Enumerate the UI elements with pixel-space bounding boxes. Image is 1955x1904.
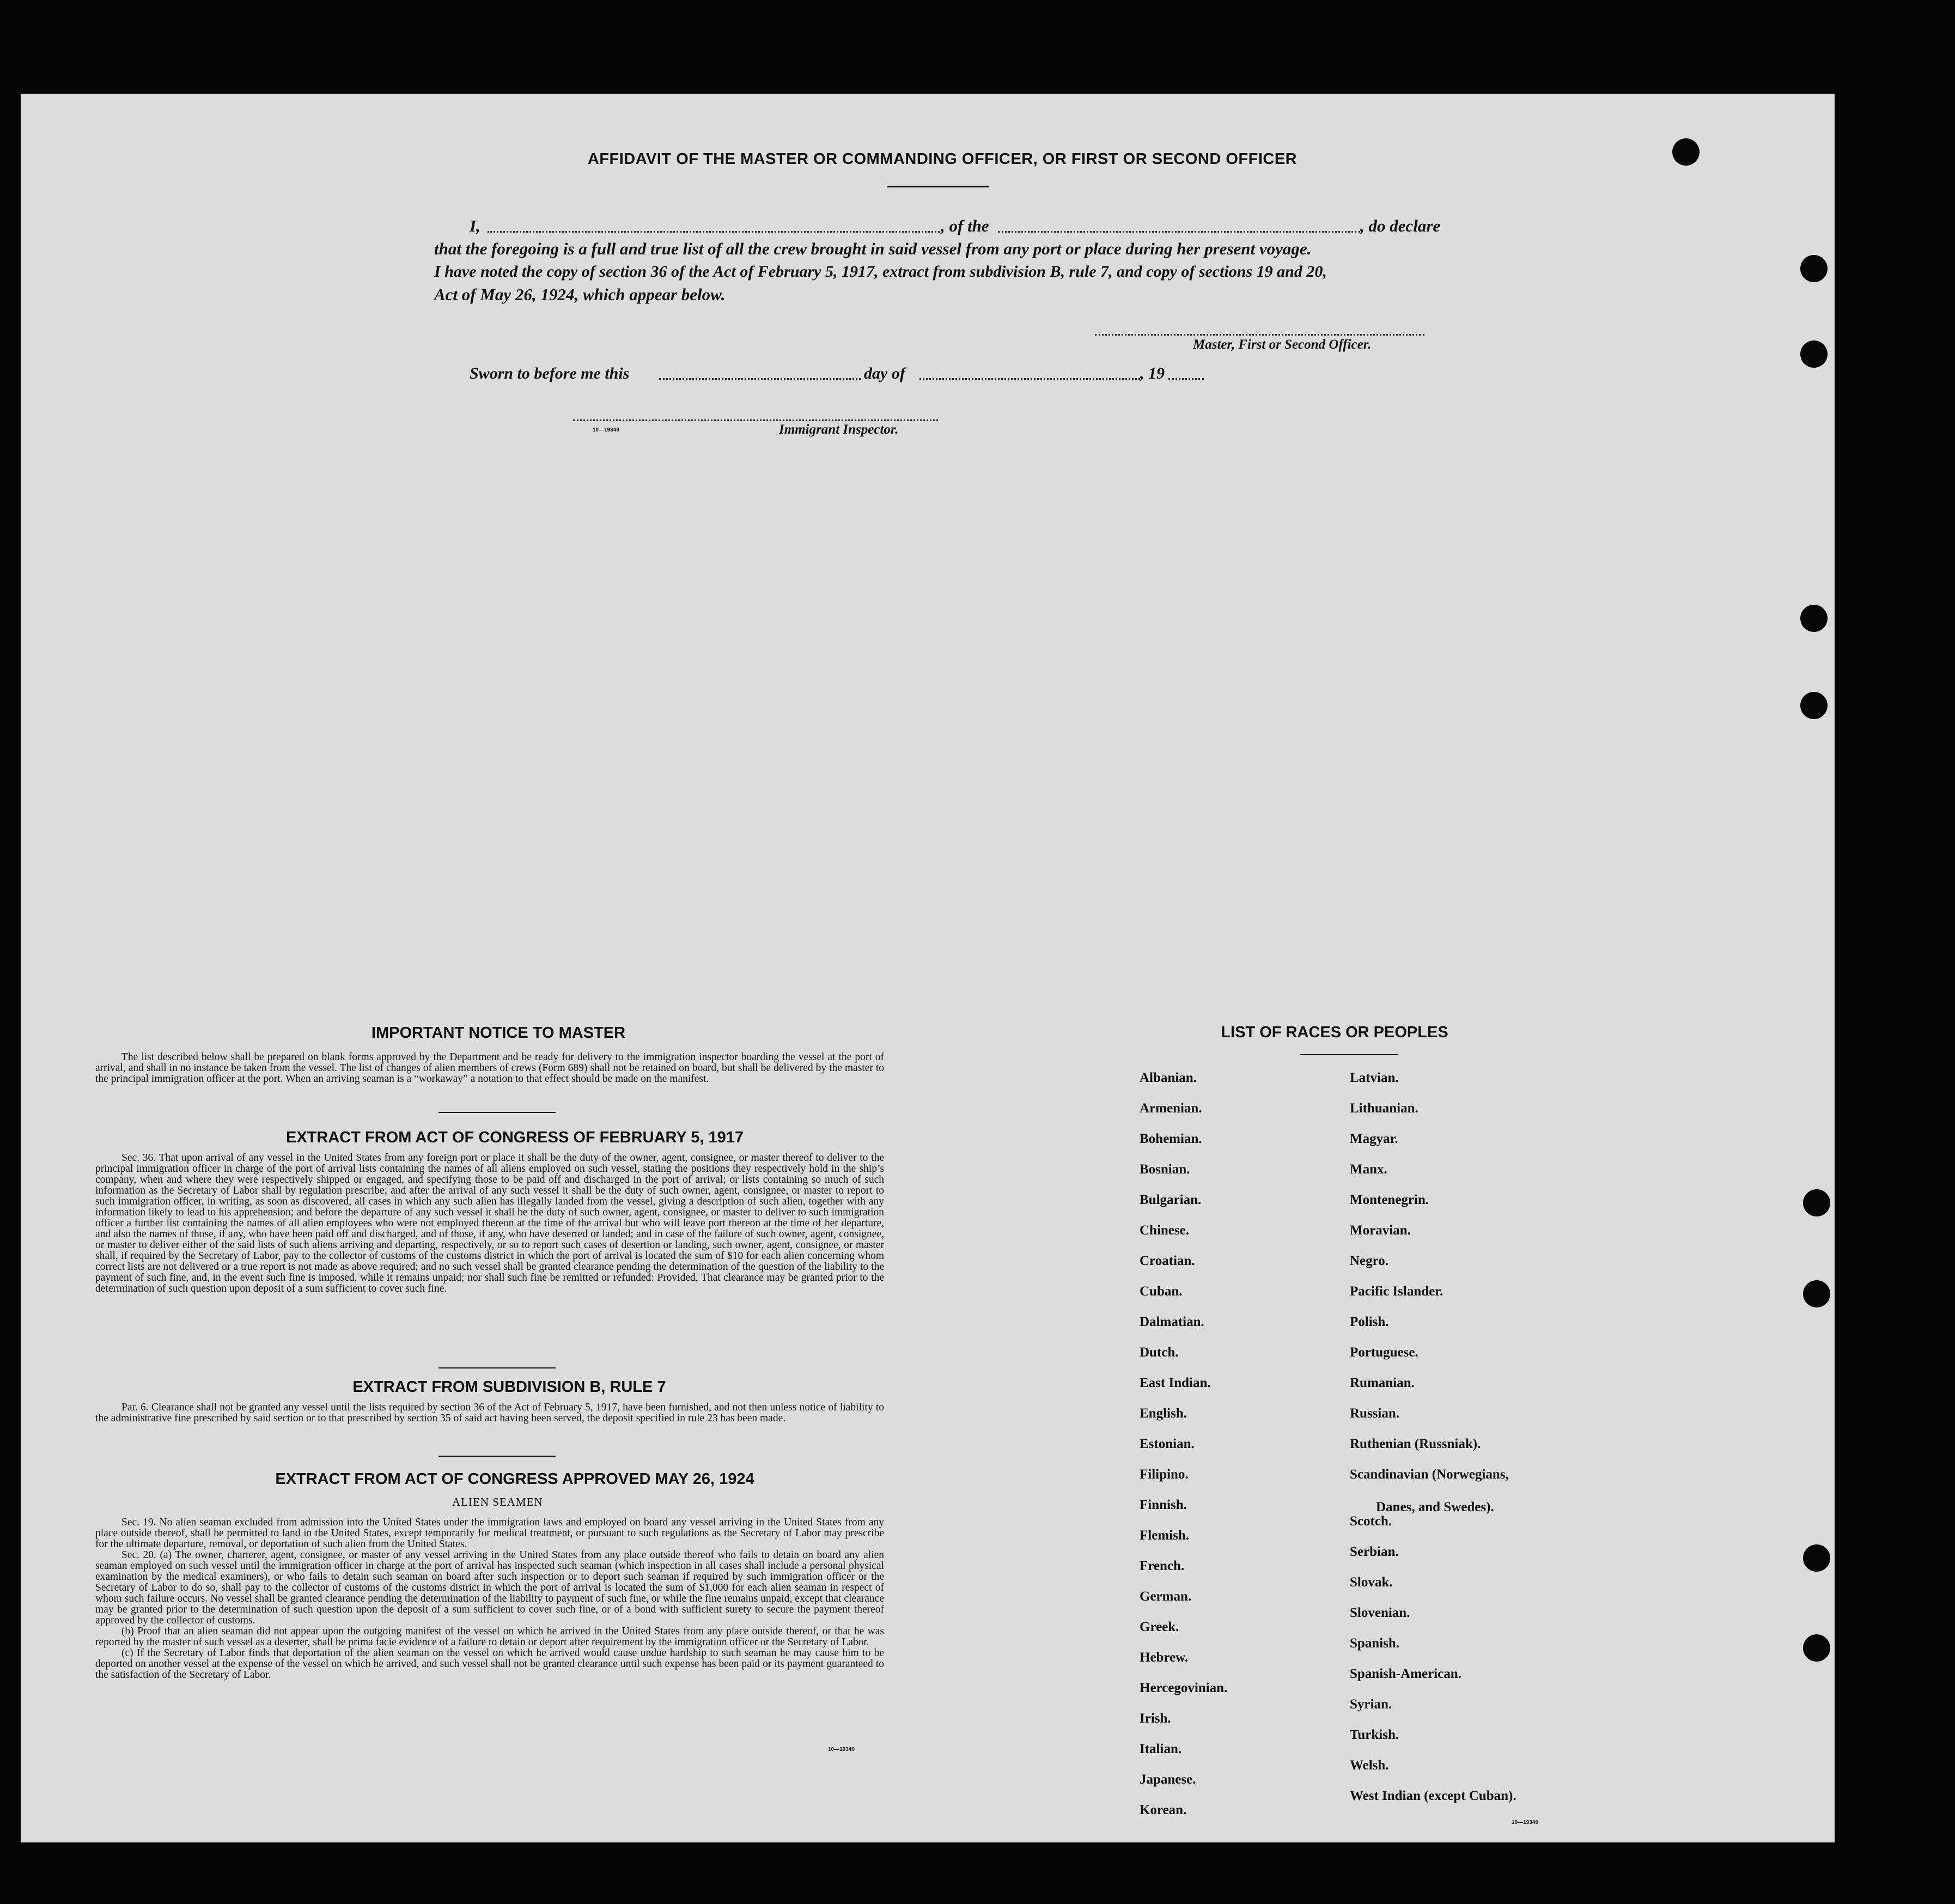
race-item: Latvian. xyxy=(1350,1070,1399,1085)
punch-hole xyxy=(1803,1280,1830,1307)
declaration-line-4: Act of May 26, 1924, which appear below. xyxy=(434,285,726,304)
punch-hole xyxy=(1803,1634,1830,1662)
title-divider xyxy=(887,186,989,187)
race-item: Spanish-American. xyxy=(1350,1666,1461,1681)
notice-text xyxy=(95,1052,884,1085)
race-item: Filipino. xyxy=(1140,1467,1189,1482)
race-item: Estonian. xyxy=(1140,1437,1195,1451)
punch-hole xyxy=(1672,138,1700,166)
race-item: Japanese. xyxy=(1140,1772,1196,1787)
race-item: Dutch. xyxy=(1140,1345,1179,1360)
section-36-paragraph: Sec. 36. That upon arrival of any vessel in the United States from any foreign port or place it shall be the duty of the owner, agent, consignee, or master thereof to deliver to the principal immigration officer in charge of the port of arrival lists containing the names of all aliens employed on such vessel, stating the positions they respectively hold in the ship’s company, when and where they were respectively shipped or engaged, and specifying those to be paid off and discharged in the port of arrival; or lists containing so much of such information as the Secretary of Labor shall by regulation prescribe; and after the arrival of any such vessel it shall be the duty of such owner, agent, consignee, or master to report to such immigration officer, in writing, as soon as discovered, all cases in which any such alien has illegally landed from the vessel, giving a description of such alien, together with any information likely to lead to his apprehension; and before the departure of any such vessel it shall be the duty of such owner, agent, consignee, or master to deliver to such immigration officer a further list containing the names of all alien employees who were not employed thereon at the time of the arrival but who will leave port thereon at the time of her departure, and also the names of those, if any, who have been paid off and discharged, and of those, if any, who have deserted or landed; and in case of the failure of such owner, agent, consignee, or master to deliver either of the said lists of such aliens arriving and departing, respectively, or so to report such cases of desertion or landing, such owner, agent, consignee, or master shall, if required by the Secretary of Labor, pay to the collector of customs of the customs district in which the port of arrival is located the sum of $10 for each alien concerning whom correct lists are not delivered or a true report is not made as above required; and no such vessel shall be granted clearance pending the determination of the question of the liability to the payment of such fine, and, in the event such fine is imposed, while it remains unpaid; nor shall such fine be remitted or refunded: Provided, That clearance may be granted prior to the determination of such question upon deposit of a sum sufficient to cover such fine. xyxy=(95,1152,884,1294)
notice-paragraph: The list described below shall be prepared on blank forms approved by the Department and be ready for delivery to the immigration inspector boarding the vessel at the port of arrival, and shall in no instance be taken from the vessel. The list of changes of alien members of crews (Form 689) shall not be retained on board, but shall be delivered by the master to the principal immigration officer at the port. When an arriving seaman is a “workaway” a notation to that effect should be made on the manifest. xyxy=(95,1051,884,1085)
rule-7-text xyxy=(95,1402,884,1424)
sworn-label: Sworn to before me this xyxy=(470,364,630,382)
punch-hole xyxy=(1803,1189,1830,1216)
declaration-do-declare: , do declare xyxy=(1360,216,1441,235)
section-divider xyxy=(438,1112,556,1113)
race-item: Italian. xyxy=(1140,1742,1182,1756)
par-6-paragraph: Par. 6. Clearance shall not be granted any vessel until the lists required by section 36 of the Act of February 5, 1917, have been furnished, and not then unless notice of liability to the administrative fine prescribed by said section or to that prescribed by section 35 of said act having been served, the deposit specified in rule 23 has been made. xyxy=(95,1402,884,1424)
section-20a-paragraph: Sec. 20. (a) The owner, charterer, agent, consignee, or master of any vessel arriving in the United States from any place outside thereof who fails to detain on board any alien seaman employed on such vessel until the immigration officer in charge at the port of arrival has inspected such seaman (which inspection in all cases shall include a personal physical examination by the medical examiners), or who fails to detain such seaman on board after such inspection or to deport such seaman if required by such immigration officer or the Secretary of Labor to do so, shall pay to the collector of customs of the customs district in which the port of arrival is located the sum of $1,000 for each alien seaman in respect of whom such failure occurs. No vessel shall be granted clearance pending the determination of the liability to payment of such fine, or while the fine remains unpaid, except that clearance may be granted prior to the determination of such question upon the deposit of a sum sufficient to cover such fine, or of a bond with sufficient surety to secure the payment thereof approved by the collector of customs. xyxy=(95,1549,884,1626)
race-item: Montenegrin. xyxy=(1350,1193,1429,1207)
declaration-i: I, xyxy=(470,216,480,235)
races-title: LIST OF RACES OR PEOPLES xyxy=(1221,1024,1448,1041)
race-item: Russian. xyxy=(1350,1406,1400,1421)
extract-1917-title: EXTRACT FROM ACT OF CONGRESS OF FEBRUARY 5, 1917 xyxy=(285,1129,744,1146)
race-item: Turkish. xyxy=(1350,1727,1399,1742)
race-item: Slovenian. xyxy=(1350,1605,1410,1620)
vessel-field[interactable] xyxy=(998,231,1360,233)
race-item: Bulgarian. xyxy=(1140,1193,1202,1207)
affidavit-title: AFFIDAVIT OF THE MASTER OR COMMANDING OFFICER, OR FIRST OR SECOND OFFICER xyxy=(587,150,1298,168)
notice-title: IMPORTANT NOTICE TO MASTER xyxy=(371,1024,626,1042)
section-20b-paragraph: (b) Proof that an alien seaman did not appear upon the outgoing manifest of the vessel on which he arrived in the United States from any place outside thereof, or that he was reported by the master of such vessel as a deserter, shall be prima facie evidence of a failure to detain or deport after requirement by the immigration officer or the Secretary of Labor. xyxy=(95,1626,884,1648)
race-item: Armenian. xyxy=(1140,1101,1202,1116)
race-item: Danes, and Swedes). xyxy=(1376,1500,1494,1514)
race-item: Magyar. xyxy=(1350,1132,1398,1146)
race-item: Flemish. xyxy=(1140,1528,1189,1543)
punch-hole xyxy=(1800,340,1828,368)
race-item: German. xyxy=(1140,1589,1192,1604)
rule-7-title: EXTRACT FROM SUBDIVISION B, RULE 7 xyxy=(352,1378,666,1396)
race-item: Albanian. xyxy=(1140,1070,1197,1085)
punch-hole xyxy=(1800,692,1828,719)
race-item: Irish. xyxy=(1140,1711,1171,1726)
punch-hole xyxy=(1800,255,1828,282)
section-divider xyxy=(438,1456,556,1457)
name-field[interactable] xyxy=(488,231,940,233)
master-signature-field[interactable] xyxy=(1095,334,1424,336)
race-item: Scotch. xyxy=(1350,1514,1392,1529)
declaration-line-2: that the foregoing is a full and true list of all the crew brought in said vessel from any port or place during her present voyage. xyxy=(434,239,1312,258)
race-item: Scandinavian (Norwegians, xyxy=(1350,1467,1509,1482)
race-item: Polish. xyxy=(1350,1315,1389,1329)
inspector-signature-field[interactable] xyxy=(573,419,938,421)
form-number: 10—19349 xyxy=(593,427,619,433)
race-item: Rumanian. xyxy=(1350,1376,1415,1390)
race-item: West Indian (except Cuban). xyxy=(1350,1789,1517,1803)
race-item: Bohemian. xyxy=(1140,1132,1202,1146)
race-item: Finnish. xyxy=(1140,1498,1187,1512)
race-item: Welsh. xyxy=(1350,1758,1389,1773)
section-20c-paragraph: (c) If the Secretary of Labor finds that deportation of the alien seaman on the vessel on which he arrived would cause undue hardship to such seaman he may cause him to be deported on another vessel at the expense of the vessel on which he arrived, and such vessel shall not be granted clearance until such expense has been paid or its payment guaranteed to the satisfaction of the Secretary of Labor. xyxy=(95,1647,884,1681)
extract-1924-text xyxy=(95,1517,884,1681)
declaration-of-the: , of the xyxy=(941,216,989,235)
race-item: Dalmatian. xyxy=(1140,1315,1204,1329)
race-item: East Indian. xyxy=(1140,1376,1211,1390)
race-item: Spanish. xyxy=(1350,1636,1400,1651)
race-item: Negro. xyxy=(1350,1254,1389,1268)
race-item: French. xyxy=(1140,1559,1185,1573)
master-signature-label: Master, First or Second Officer. xyxy=(1193,337,1372,352)
declaration-line-3: I have noted the copy of section 36 of the Act of February 5, 1917, extract from subdivision B, rule 7, and copy of sections 19 and 20, xyxy=(434,263,1327,281)
sworn-day-field[interactable] xyxy=(659,378,861,380)
race-item: Hebrew. xyxy=(1140,1650,1189,1665)
race-item: Chinese. xyxy=(1140,1223,1189,1238)
form-number: 10—19349 xyxy=(1512,1820,1538,1826)
race-item: Ruthenian (Russniak). xyxy=(1350,1437,1481,1451)
inspector-label: Immigrant Inspector. xyxy=(779,422,899,437)
race-item: Syrian. xyxy=(1350,1697,1392,1712)
extract-1917-text xyxy=(95,1153,884,1294)
race-item: Lithuanian. xyxy=(1350,1101,1418,1116)
race-item: Manx. xyxy=(1350,1162,1387,1177)
month-field[interactable] xyxy=(919,378,1140,380)
race-item: Croatian. xyxy=(1140,1254,1195,1268)
punch-hole xyxy=(1803,1544,1830,1572)
alien-seamen-subtitle: ALIEN SEAMEN xyxy=(452,1495,543,1508)
race-item: Serbian. xyxy=(1350,1544,1399,1559)
races-divider xyxy=(1300,1054,1398,1055)
race-item: English. xyxy=(1140,1406,1187,1421)
race-item: Slovak. xyxy=(1350,1575,1393,1590)
race-item: Moravian. xyxy=(1350,1223,1411,1238)
year-field[interactable] xyxy=(1168,378,1204,380)
section-divider xyxy=(438,1367,556,1368)
race-item: Pacific Islander. xyxy=(1350,1284,1444,1299)
day-of-label: day of xyxy=(864,364,905,382)
form-number: 10—19349 xyxy=(828,1747,855,1753)
year-label: , 19 xyxy=(1140,364,1165,382)
punch-hole xyxy=(1800,605,1828,632)
race-item: Greek. xyxy=(1140,1620,1179,1634)
race-item: Korean. xyxy=(1140,1803,1187,1817)
race-item: Portuguese. xyxy=(1350,1345,1418,1360)
extract-1924-title: EXTRACT FROM ACT OF CONGRESS APPROVED MAY 26, 1924 xyxy=(275,1470,754,1488)
section-19-paragraph: Sec. 19. No alien seaman excluded from admission into the United States under the immigration laws and employed on board any vessel arriving in the United States from any place outside thereof, shall be permitted to land in the United States, except temporarily for medical treatment, or pursuant to such regulations as the Secretary of Labor may prescribe for the ultimate departure, removal, or deportation of such alien from the United States. xyxy=(95,1517,884,1550)
race-item: Hercegovinian. xyxy=(1140,1681,1228,1695)
race-item: Bosnian. xyxy=(1140,1162,1190,1177)
race-item: Cuban. xyxy=(1140,1284,1183,1299)
